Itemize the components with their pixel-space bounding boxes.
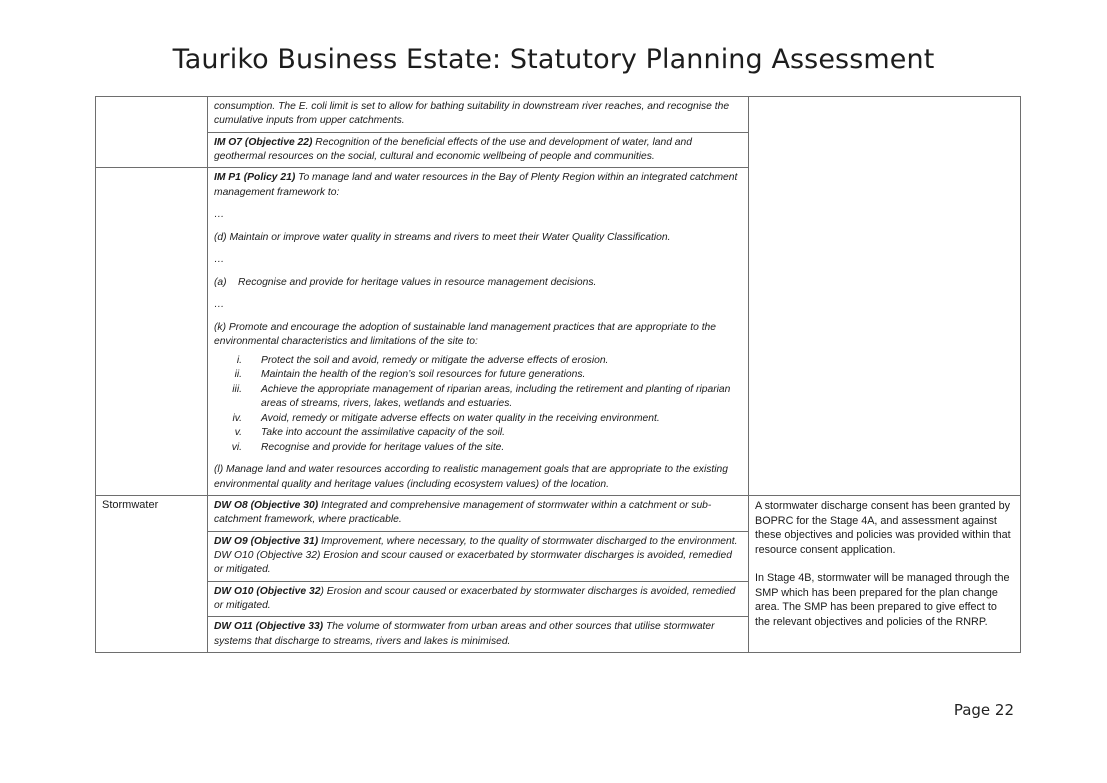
provision-text: The volume of stormwater from urban areas and other sources that utilise stormwater systems that discharge to streams, rivers and lakes is minimised.	[214, 621, 715, 647]
provision-text: Integrated and comprehensive management of stormwater within a catchment or sub-catchment framework, where practicable.	[214, 500, 712, 526]
provision-cell	[208, 531, 749, 581]
table-row	[96, 97, 1021, 133]
provision-cell	[208, 617, 749, 653]
clause-a-label: (a)	[214, 276, 227, 288]
list-item: v. Take into account the assimilative capacity of the soil.	[234, 427, 506, 439]
topic-cell	[96, 168, 208, 496]
provision-cell	[208, 581, 749, 617]
comment-text: A stormwater discharge consent has been granted by BOPRC for the Stage 4A, and assessment against these objectives and policies was provided within that resource consent application.	[755, 500, 1011, 556]
topic-label: Stormwater	[102, 499, 159, 512]
clause-a-text: Recognise and provide for heritage values in resource management decisions.	[238, 276, 597, 288]
provision-code: DW O9 (Objective 31)	[214, 535, 319, 547]
provision-cell	[208, 97, 749, 133]
comment-cell	[749, 496, 1021, 653]
provision-cell	[208, 132, 749, 168]
clause-k: (k) Promote and encourage the adoption of sustainable land management practices that are appropriate to the environmental characteristics and limitations of the site to:	[214, 321, 717, 348]
sub-clause-list	[214, 354, 742, 456]
list-item: i. Protect the soil and avoid, remedy or mitigate the adverse effects of erosion.	[236, 354, 609, 366]
topic-cell	[96, 496, 208, 653]
provision-code: IM O7 (Objective 22)	[214, 136, 313, 148]
clause-d: (d) Maintain or improve water quality in streams and rivers to meet their Water Quality Classification.	[214, 231, 671, 243]
ellipsis: …	[214, 209, 225, 221]
ellipsis: …	[214, 299, 225, 311]
provision-code: DW O10 (Objective 32	[214, 585, 321, 597]
page-number: Page 22	[953, 701, 1014, 719]
provision-code: IM P1 (Policy 21)	[214, 172, 296, 184]
provision-code: DW O11 (Objective 33)	[214, 621, 324, 633]
provision-text: Recognition of the beneficial effects of the use and development of water, land and geothermal resources on the social, cultural and economic wellbeing of people and communities.	[214, 136, 692, 162]
provision-cell	[208, 496, 749, 532]
assessment-table	[95, 96, 1021, 653]
list-item: iv. Avoid, remedy or mitigate adverse effects on water quality in the receiving environment.	[232, 412, 660, 424]
topic-cell	[96, 97, 208, 168]
provision-text: consumption. The E. coli limit is set to allow for bathing suitability in downstream river reaches, and recognise the cumulative inputs from upper catchments.	[214, 101, 730, 127]
ellipsis: …	[214, 254, 225, 266]
provision-cell	[208, 168, 749, 496]
clause-l: (l) Manage land and water resources according to realistic management goals that are appropriate to the existing environmental quality and heritage values (including ecosystem values) of the location.	[214, 464, 728, 490]
comment-text: In Stage 4B, stormwater will be managed through the SMP which has been prepared for the plan change area. The SMP has been prepared to give effect to the relevant objectives and policies of the RNRP.	[755, 572, 1010, 628]
comment-cell	[749, 97, 1021, 496]
provision-text: To manage land and water resources in the Bay of Plenty Region within an integrated catchment management framework to:	[214, 172, 738, 198]
provision-code: DW O8 (Objective 30)	[214, 500, 319, 512]
provision-text: Improvement, where necessary, to the quality of stormwater discharged to the environment. DW O10 (Objective 32) Erosion and scour caused or exacerbated by stormwater discharges is avoided, remedied or mitigated.	[214, 535, 738, 576]
list-item: ii. Maintain the health of the region’s soil resources for future generations.	[234, 369, 586, 381]
list-item: iii. Achieve the appropriate management of riparian areas, including the retirement and planting of riparian areas of streams, rivers, lakes, wetlands and estuaries.	[232, 383, 731, 410]
page-title: Tauriko Business Estate: Statutory Planning Assessment	[172, 44, 935, 75]
provision-text: ) Erosion and scour caused or exacerbated by stormwater discharges is avoided, remedied or mitigated.	[214, 585, 736, 611]
table-row	[96, 496, 1021, 532]
list-item: vi. Recognise and provide for heritage values of the site.	[231, 441, 505, 453]
